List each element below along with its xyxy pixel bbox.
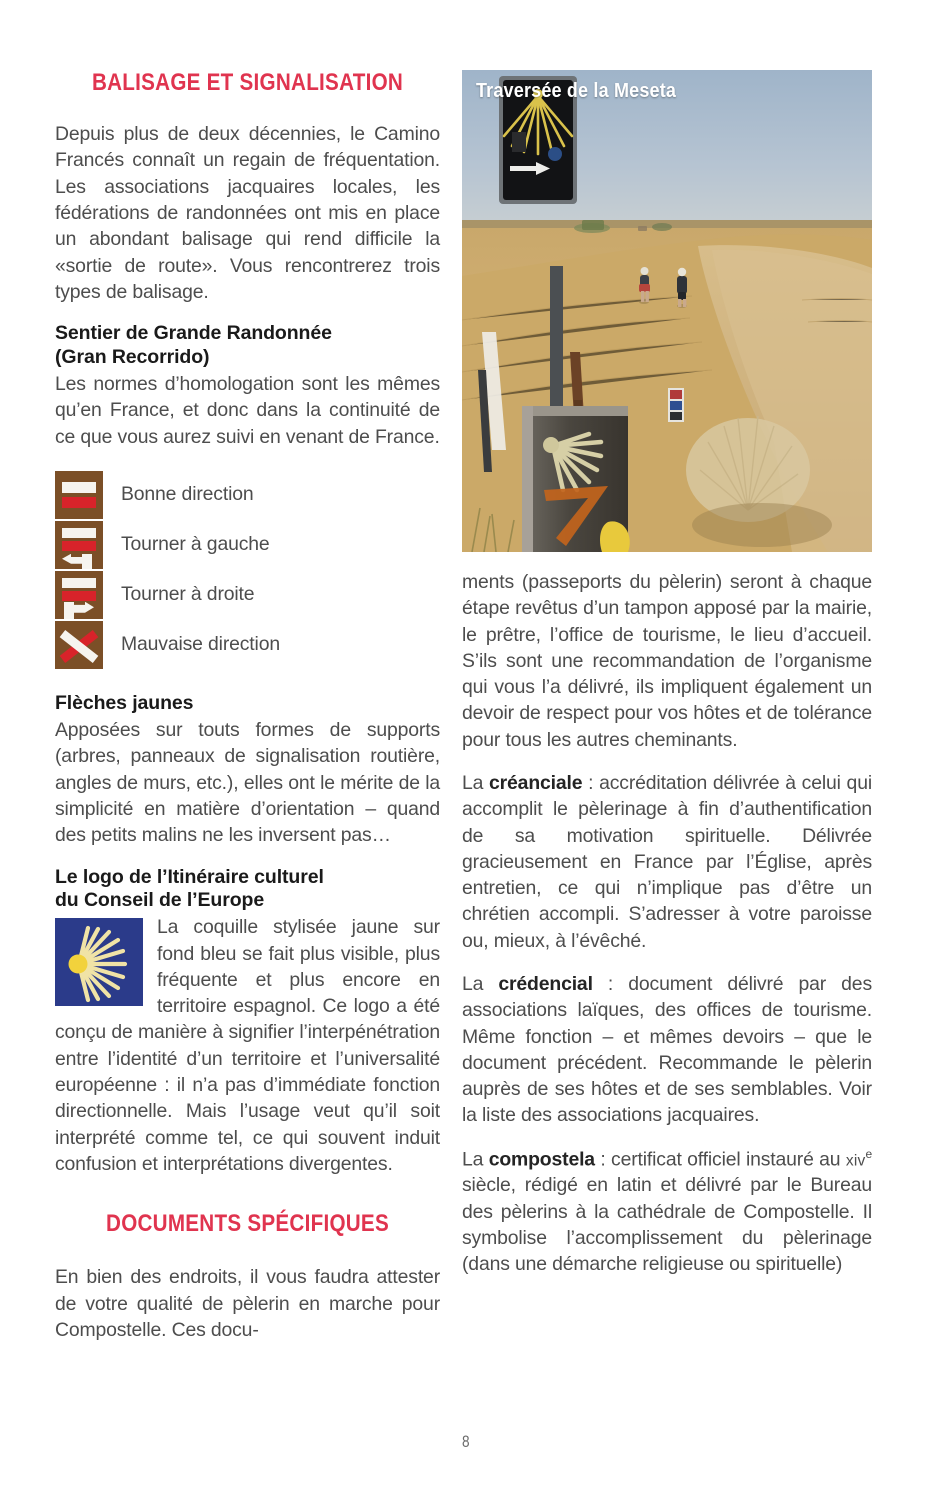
section-heading-documents: DOCUMENTS SPÉCIFIQUES [106,1210,389,1238]
compostela-paragraph [462,1146,872,1278]
subheading-logo-itineraire [55,866,440,913]
subheading-fleches-jaunes: Flèches jaunes [55,691,194,714]
compostela-century-ordinal: e [865,1146,872,1161]
legend-row-tourner-a-gauche [55,520,440,570]
subheading-line-1: Sentier de Grande Randonnée [55,322,332,345]
left-column [55,70,440,1343]
logo-paragraph: La coquille stylisée jaune sur fond bleu se fait plus visible, plus fréquente et plus encore en territoire espagnol. Ce logo a été conçu de manière à signifier l’interpénétration entre l’identité d’un territoire et l’universalité européenne : il n’a pas d’immédiate fonction directionnelle. Mais l’usage veut qu’il soit interprété comme tel, ce qui souvent induit confusion et interprétations divergentes. [55,916,440,1175]
compostela-lead: La [462,1148,489,1171]
compostela-body-b: siècle, rédigé en latin et délivré par le Bureau des pèlerins à la cathédrale de Compostelle. Il symbolise l’accomplissement du pèlerinage (dans une démarche religieuse ou spirituelle) [462,1174,872,1276]
section-heading-balisage: BALISAGE ET SIGNALISATION [91,69,404,96]
legend-row-mauvaise-direction [55,620,440,670]
legend-label-tourner-a-gauche: Tourner à gauche [121,533,270,556]
fleches-jaunes-paragraph: Apposées sur touts formes de supports (arbres, panneaux de signalisation routière, angles de murs, etc.), elles ont le mérite de la simplicité en matière d’orientation – quand des petits malins ne les inversent pas… [55,719,440,847]
subheading-line-1: Le logo de l’Itinéraire culturel [55,865,324,888]
red-bar [62,591,96,601]
documents-intro-paragraph: En bien des endroits, il vous faudra attester de votre qualité de pèlerin en marche pour Compostelle. Ces docu- [55,1266,440,1341]
scallop-shell-icon [55,918,143,1006]
red-bar [62,541,96,551]
subheading-sentier-gr [55,322,440,369]
subheading-line-2: du Conseil de l’Europe [55,888,265,911]
info-marker-post [668,388,684,422]
council-of-europe-logo [55,918,143,1006]
gr-paragraph: Les normes d’homologation sont les mêmes qu’en France, et donc dans la continuité de ce que vous aurez suivi en venant de France. [55,372,440,448]
gr-marker-straight-icon [55,471,103,519]
creanciale-lead: La [462,771,490,794]
intro-paragraph: Depuis plus de deux décennies, le Camino Francés connaît un regain de fréquentation. Les associations jacquaires locales, les fédérations de randonnées ont mis en place un abondant balisage qui rend difficile la «sortie de route». Vous rencontrerez trois types de balisage. [55,123,440,303]
photo-caption: Traversée de la Meseta [476,80,677,102]
shell-hinge-dot [69,955,88,974]
credencial-paragraph [462,971,872,1129]
red-bar [62,497,96,508]
legend-label-tourner-a-droite: Tourner à droite [121,583,255,606]
photo-traversee-meseta [462,70,872,552]
gr-marker-legend [55,470,440,670]
creanciale-paragraph [462,770,872,954]
creanciale-body: : accréditation délivrée à celui qui accomplit le pèlerinage à fin d’authentification de sa motivation spirituelle. Délivrée gracieusement en France par l’Église, après entretien, ce qui n’implique pas d’être un chrétien accompli. S’adresser à votre paroisse ou, mieux, à l’évêché. [462,771,872,952]
credencial-term: crédencial [498,972,593,995]
white-bar [62,482,96,493]
white-bar [62,578,96,588]
legend-label-mauvaise-direction: Mauvaise direction [121,633,280,656]
subheading-line-2: (Gran Recorrido) [55,345,210,368]
creanciale-term: créanciale [489,771,583,794]
compostela-body-a: : certificat officiel instauré au [594,1148,846,1171]
credencial-lead: La [462,972,499,995]
camino-milestone [522,406,630,552]
compostela-century-numeral: xiv [845,1152,866,1170]
legend-label-bonne-direction: Bonne direction [121,483,254,506]
white-bar [62,528,96,538]
photo-illustration [462,70,872,552]
continuation-paragraph: ments (passeports du pèlerin) seront à chaque étape revêtus d’un tampon apposé par la mairie, le prêtre, l’office de tourisme, le lieu d’accueil. S’ils sont une recommandation de l’organisme qui vous l’a délivré, ils impliquent également un devoir de respect pour vos hôtes et de tolérance pour tous les autres cheminants. [462,571,872,751]
gr-marker-turn-right-icon [55,571,103,619]
legend-row-bonne-direction [55,470,440,520]
credencial-body: : document délivré par des associations laïques, des offices de tourisme. Même fonction – et mêmes devoirs – que le document précédent. Recommande le pèlerin auprès de ses hôtes et de ses semblables. Voir la liste des associations jacquaires. [462,972,872,1127]
compostela-term: compostela [488,1148,595,1171]
legend-row-tourner-a-droite [55,570,440,620]
gr-marker-turn-left-icon [55,521,103,569]
page-number: 8 [462,1432,470,1451]
right-column [462,70,872,1295]
gr-marker-wrong-way-icon [55,621,103,669]
